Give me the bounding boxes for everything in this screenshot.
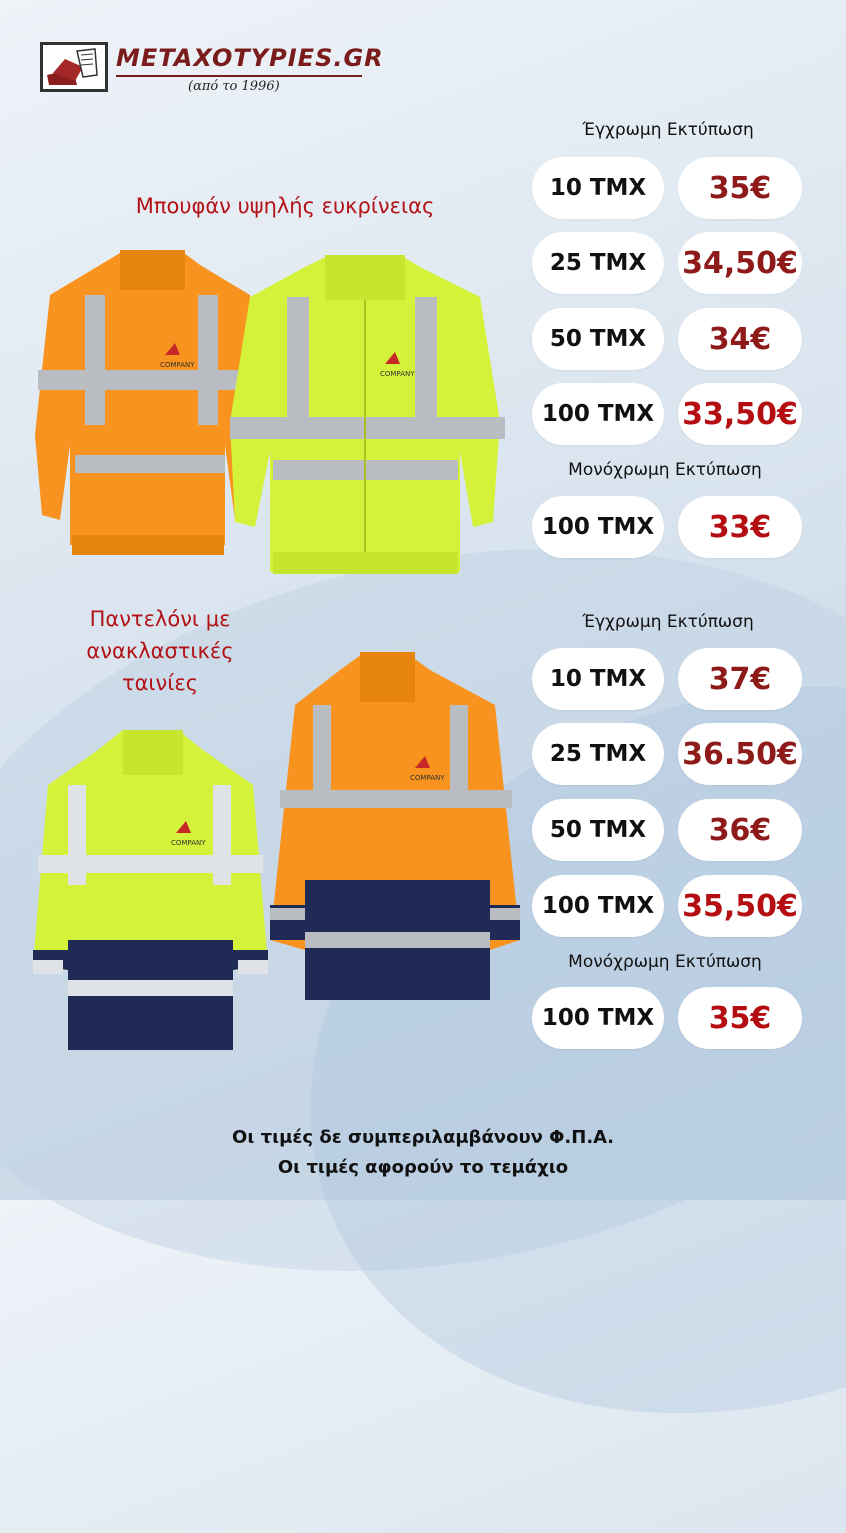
product2-price-10: 37€ xyxy=(678,648,802,710)
product2-title xyxy=(40,603,280,699)
product1-mono-qty-100: 100 ΤΜΧ xyxy=(532,496,664,558)
product2-mono-price-100: 35€ xyxy=(678,987,802,1049)
product2-title-line-2: ανακλαστικές xyxy=(86,639,234,663)
product1-color-print-label: Έγχρωμη Εκτύπωση xyxy=(582,120,754,140)
product2-qty-50: 50 ΤΜΧ xyxy=(532,799,664,861)
product1-qty-25: 25 ΤΜΧ xyxy=(532,232,664,294)
svg-text:COMPANY: COMPANY xyxy=(380,370,415,378)
product2-title-line-3: ταινίες xyxy=(121,671,199,695)
logo xyxy=(40,42,384,100)
product2-mono-qty-100: 100 ΤΜΧ xyxy=(532,987,664,1049)
product1-title: Μπουφάν υψηλής ευκρίνειας xyxy=(135,194,435,218)
product2-price-25: 36.50€ xyxy=(678,723,802,785)
logo-underline xyxy=(116,75,362,77)
svg-text:COMPANY: COMPANY xyxy=(410,774,445,782)
footer-unit-note: Οι τιμές αφορούν το τεμάχιο xyxy=(277,1157,569,1178)
logo-since: (από το 1996) xyxy=(188,79,280,94)
product1-mono-print-label: Μονόχρωμη Εκτύπωση xyxy=(568,460,762,480)
product2-price-50: 36€ xyxy=(678,799,802,861)
logo-title: METAXOTYPIES.GR xyxy=(116,44,384,72)
svg-text:COMPANY: COMPANY xyxy=(160,361,195,369)
yellow-bomber-jacket-image xyxy=(225,252,510,582)
svg-text:COMPANY: COMPANY xyxy=(171,839,206,847)
product2-mono-print-label: Μονόχρωμη Εκτύπωση xyxy=(568,952,762,972)
product2-title-line-1: Παντελόνι με xyxy=(89,607,231,631)
footer-vat-note: Οι τιμές δε συμπεριλαμβάνουν Φ.Π.Α. xyxy=(232,1127,614,1148)
product1-qty-10: 10 ΤΜΧ xyxy=(532,157,664,219)
product2-qty-25: 25 ΤΜΧ xyxy=(532,723,664,785)
logo-emblem xyxy=(40,42,108,92)
yellow-parka-jacket-image xyxy=(28,725,273,1050)
product1-price-25: 34,50€ xyxy=(678,232,802,294)
product2-qty-10: 10 ΤΜΧ xyxy=(532,648,664,710)
product2-price-100: 35,50€ xyxy=(678,875,802,937)
product1-qty-50: 50 ΤΜΧ xyxy=(532,308,664,370)
product1-price-100: 33,50€ xyxy=(678,383,802,445)
product2-color-print-label: Έγχρωμη Εκτύπωση xyxy=(582,612,754,632)
orange-parka-jacket-image xyxy=(265,650,525,1010)
product2-qty-100: 100 ΤΜΧ xyxy=(532,875,664,937)
product1-price-10: 35€ xyxy=(678,157,802,219)
product1-qty-100: 100 ΤΜΧ xyxy=(532,383,664,445)
product1-price-50: 34€ xyxy=(678,308,802,370)
product1-mono-price-100: 33€ xyxy=(678,496,802,558)
